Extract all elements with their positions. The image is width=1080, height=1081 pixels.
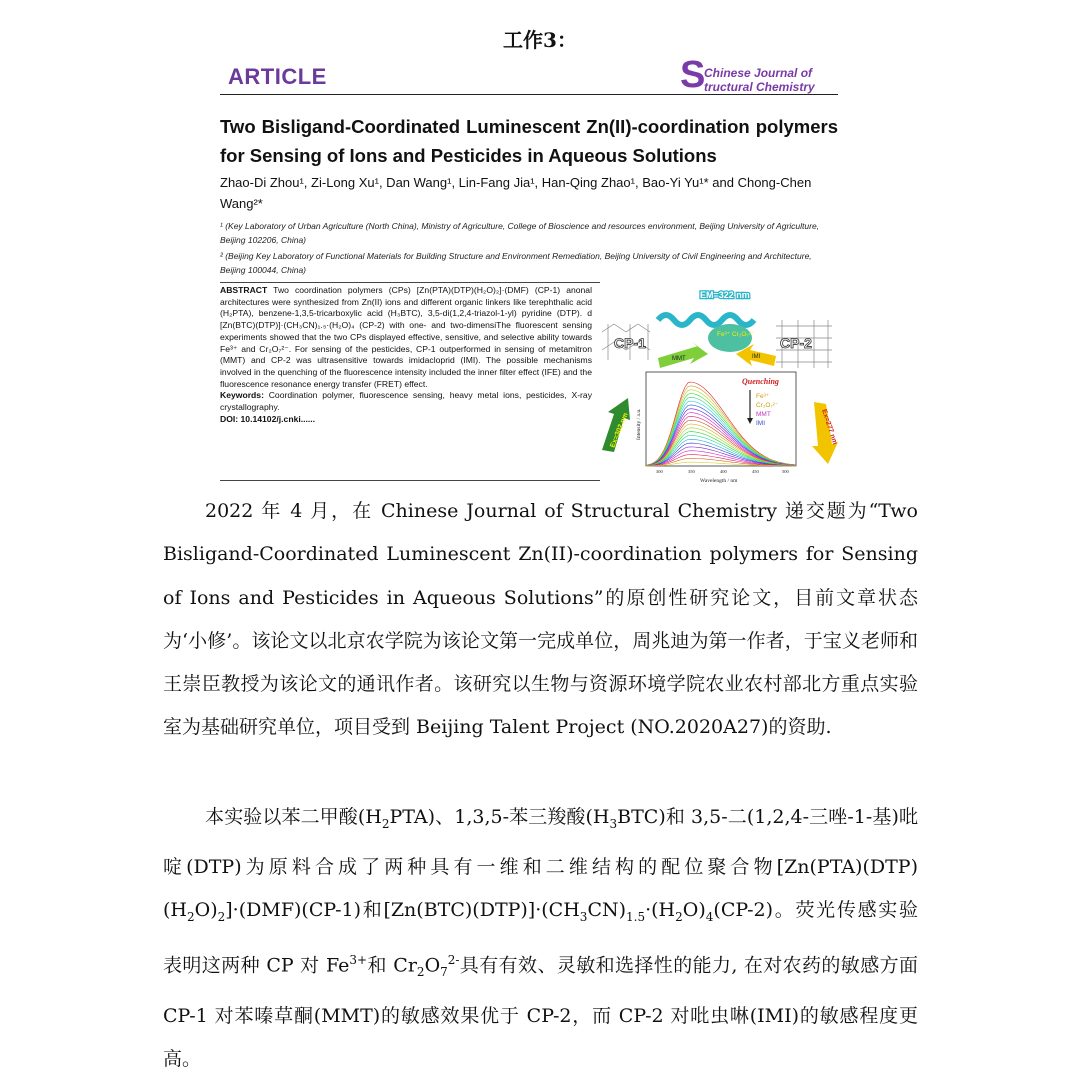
affiliations — [220, 220, 838, 280]
x-tick-2: 350 — [688, 469, 695, 474]
section-heading: 工作3： — [503, 28, 577, 52]
fe-cr-label: Fe³⁺ Cr₂O₇²⁻ — [717, 331, 755, 338]
affiliation-1: ¹ (Key Laboratory of Urban Agriculture (North China), Ministry of Agriculture, College of Bioscience and resources environment, Beijing University of Agriculture, Beijing 102206, China) — [220, 221, 820, 245]
legend-fe: Fe³⁺ — [756, 393, 770, 400]
abstract: ABSTRACT Two coordination polymers (CPs) [Zn(PTA)(DTP)(H₂O)₂]·(DMF) (CP-1) anonal architectures were synthesized from Zn(II) ions and different organic linkers like terephthalic acid (H₂PTA), benzene-1,3,5-tricarboxylic acid (H₃BTC), 3,5-di(1,2,4-triazol-1-yl) pyridine (DTP). d [Zn(BTC)(DTP)]·(CH₃CN)₁.₅·(H₂O)₄ (CP-2) with one- and two-dimensiThe fluorescent sensing experiments showed that the two CPs displayed effective, sensitive, and selective ability towards Fe³⁺ and Cr₂O₇²⁻. For sensing of the pesticides, CP-1 outperformed in sensing of metamitron (MMT) and CP-2 was ultrasensitive towards imidacloprid (IMI). The possible mechanisms involved in the quenching of the fluorescence intensity included the inner filter effect (IFE) and the fluorescence resonance energy transfer (FRET) effect. Keywords: Coordination polymer, fluorescence sensing, heavy metal ions, pesticides, X-ray crystallography. DOI: 10.14102/j.cnki...... — [220, 285, 592, 424]
x-tick-5: 500 — [782, 469, 789, 474]
spectrum-plot — [636, 372, 796, 484]
affiliation-2: ² (Beijing Key Laboratory of Functional Materials for Building Structure and Environment Remediation, Beijing University of Civil Engineering and Architecture, Beijing 100044, China) — [220, 251, 812, 275]
em-label: EM=322 nm — [700, 290, 750, 300]
article-label: ARTICLE — [228, 64, 327, 89]
legend-imi: IMI — [756, 420, 766, 427]
header-rule — [220, 94, 838, 95]
abstract-top-rule — [220, 282, 600, 283]
quenching-label: Quenching — [742, 377, 779, 386]
paragraph-1: 2022 年 4 月，在 Chinese Journal of Structural Chemistry 递交题为“Two Bisligand-Coordinated Luminescent Zn(II)-coordination polymers for Sensing of Ions and Pesticides in Aqueous Solutions”的原创性研究论文，目前文章状态为‘小修’。该论文以北京农学院为该论文第一完成单位，周兆迪为第一作者，于宝义老师和王崇臣教授为该论文的通讯作者。该研究以生物与资源环境学院农业农村部北方重点实验室为基础研究单位，项目受到 Beijing Talent Project (NO.2020A27)的资助. — [163, 500, 918, 739]
ex2-label: Ex=277 nm — [820, 408, 839, 446]
cp1-label: CP-1 — [614, 335, 646, 351]
imi-arrow-label: IMI — [752, 354, 761, 360]
x-axis-label: Wavelength / nm — [700, 478, 738, 484]
paper-title: Two Bisligand-Coordinated Luminescent Zn(II)-coordination polymers for Sensing of Ions and Pesticides in Aqueous Solutions — [220, 116, 838, 166]
journal-logo — [680, 54, 830, 96]
y-axis-label: Intensity / a.u. — [636, 408, 642, 440]
legend-mmt: MMT — [756, 411, 771, 418]
graphical-abstract — [600, 280, 840, 484]
legend-cr: Cr₂O₇²⁻ — [756, 402, 779, 409]
mmt-arrow — [658, 342, 708, 368]
journal-name: Chinese Journal of tructural Chemistry — [704, 66, 815, 94]
x-tick-3: 400 — [720, 469, 727, 474]
em-wave — [658, 315, 754, 325]
journal-logo-s: S — [680, 54, 706, 96]
x-tick-1: 300 — [656, 469, 663, 474]
x-tick-4: 450 — [752, 469, 759, 474]
ex1-label: Ex=302 nm — [609, 412, 630, 449]
mmt-arrow-label: MMT — [672, 356, 686, 362]
author-list: Zhao-Di Zhou¹, Zi-Long Xu¹, Dan Wang¹, Lin-Fang Jia¹, Han-Qing Zhao¹, Bao-Yi Yu¹* and Chong-Chen Wang²* — [220, 175, 812, 211]
cp2-label: CP-2 — [780, 335, 812, 351]
abstract-bottom-rule — [220, 480, 600, 481]
article-clipping — [214, 54, 844, 484]
paragraph-2: 本实验以苯二甲酸$(H_2PTA)$、1,3,5-苯三羧酸$(H_3BTC)$和 3,5-二(1,2,4-三唑-1-基)吡啶(DTP)为原料合成了两种具有一维和二维结构的配位聚合物$[Zn(PTA)(DTP)(H_2O)_2]\cdot(DMF)(CP-1)$和$[Zn(BTC)(DTP)]\cdot(CH_3CN)_{1.5}\cdot(H_2O)_4(CP-2)$。荧光传感实验表明这两种 CP 对 $Fe^{3+}$和 $Cr_2O_7^{2-}$具有有效、灵敏和选择性的能力, 在对农药的敏感方面 CP-1 对苯嗪草酮(MMT)的敏感效果优于 CP-2，而 CP-2 对吡虫啉(IMI)的敏感程度更高。 — [163, 806, 918, 1070]
ions-blob — [708, 324, 752, 352]
